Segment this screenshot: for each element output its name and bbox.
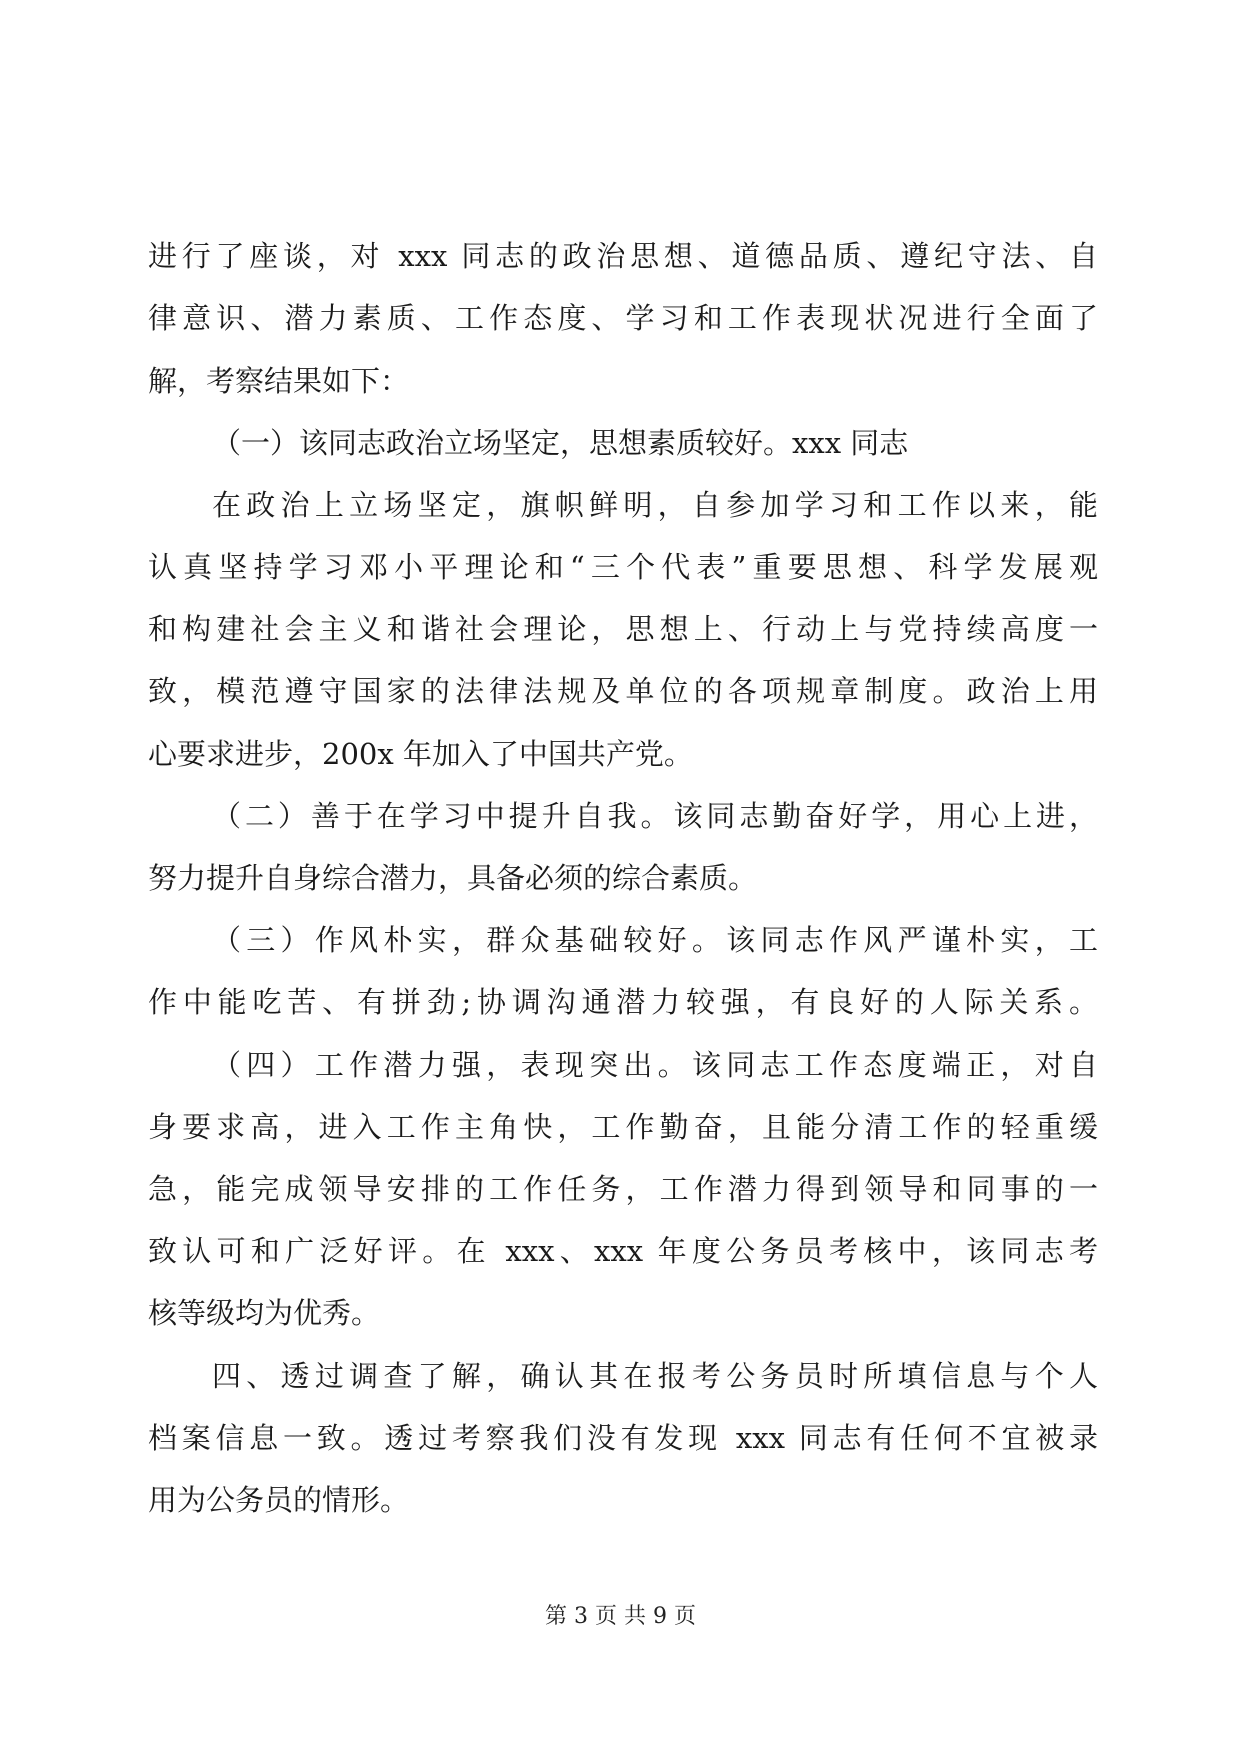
body-line: 急，能完成领导安排的工作任务，工作潜力得到领导和同事的一	[148, 1172, 1098, 1206]
body-line: 解，考察结果如下：	[148, 364, 410, 398]
body-line: 用为公务员的情形。	[148, 1483, 410, 1517]
page-number-footer: 第 3 页 共 9 页	[545, 1604, 696, 1629]
body-line: （四）工作潜力强，表现突出。该同志工作态度端正，对自	[212, 1048, 1098, 1082]
body-line: 核等级均为优秀。	[148, 1296, 381, 1330]
body-line: 档案信息一致。透过考察我们没有发现 xxx 同志有任何不宜被录	[148, 1421, 1098, 1455]
body-line: 作中能吃苦、有拼劲;协调沟通潜力较强，有良好的人际关系。	[148, 985, 1098, 1019]
body-line: 努力提升自身综合潜力，具备必须的综合素质。	[148, 861, 758, 895]
body-line: （三）作风朴实，群众基础较好。该同志作风严谨朴实，工	[212, 923, 1098, 957]
body-line: 和构建社会主义和谐社会理论，思想上、行动上与党持续高度一	[148, 612, 1098, 646]
body-line: 心要求进步，200x 年加入了中国共产党。	[148, 737, 693, 771]
body-line: （二）善于在学习中提升自我。该同志勤奋好学，用心上进，	[212, 799, 1098, 833]
body-line: 进行了座谈，对 xxx 同志的政治思想、道德品质、遵纪守法、自	[148, 239, 1098, 273]
body-line: 律意识、潜力素质、工作态度、学习和工作表现状况进行全面了	[148, 301, 1098, 335]
body-line: （一）该同志政治立场坚定，思想素质较好。xxx 同志	[212, 426, 909, 460]
body-line: 四、透过调查了解，确认其在报考公务员时所填信息与个人	[212, 1359, 1098, 1393]
body-line: 致，模范遵守国家的法律法规及单位的各项规章制度。政治上用	[148, 674, 1098, 708]
body-line: 致认可和广泛好评。在 xxx、xxx 年度公务员考核中，该同志考	[148, 1234, 1098, 1268]
body-line: 身要求高，进入工作主角快，工作勤奋，且能分清工作的轻重缓	[148, 1110, 1098, 1144]
body-line: 在政治上立场坚定，旗帜鲜明，自参加学习和工作以来，能	[212, 488, 1098, 522]
body-line: 认真坚持学习邓小平理论和“三个代表”重要思想、科学发展观	[148, 550, 1098, 584]
